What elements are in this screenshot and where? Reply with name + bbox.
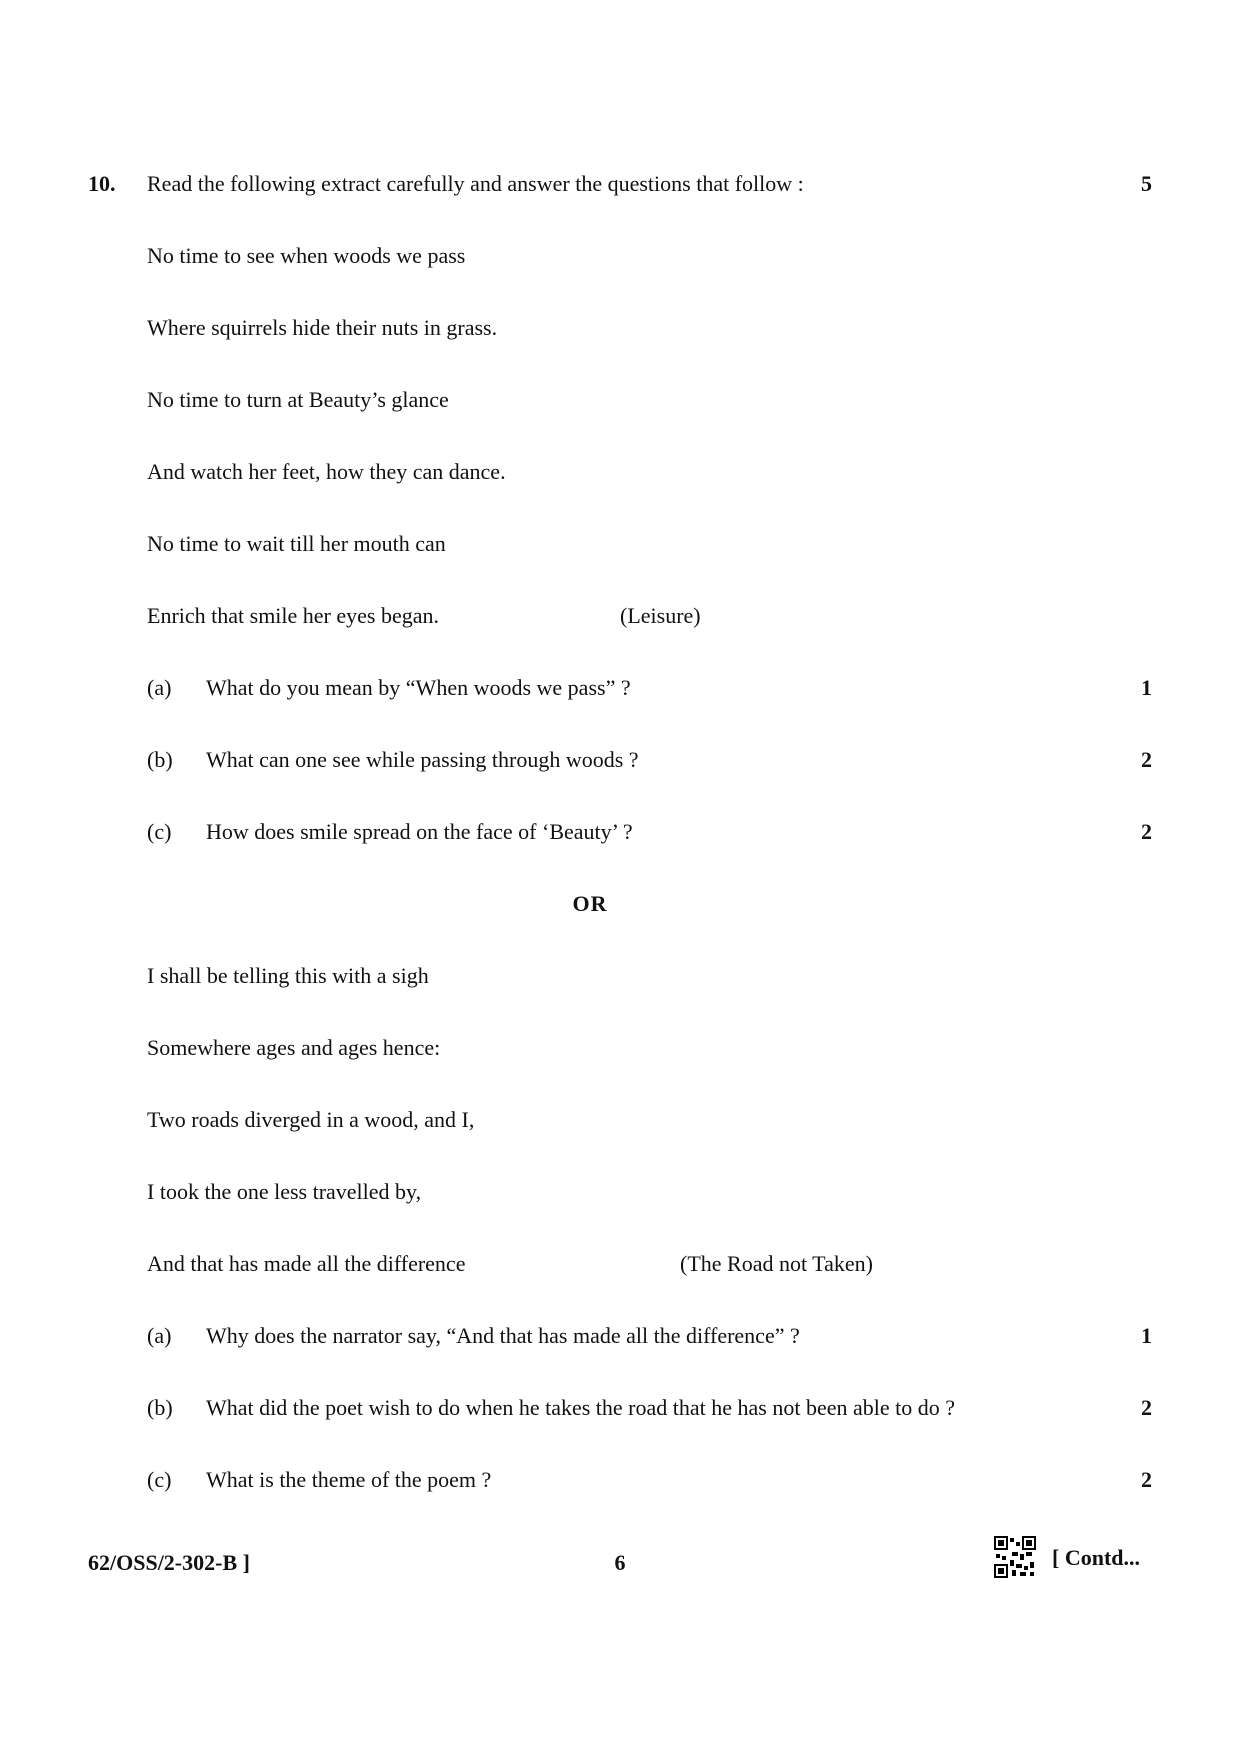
extract-line: Where squirrels hide their nuts in grass. [147,315,498,340]
paper-code: 62/OSS/2-302-B ] [88,1550,250,1575]
subquestion-marks: 2 [1141,747,1152,772]
subquestion-text: What did the poet wish to do when he takes the road that he has not been able to do ? [206,1395,956,1420]
subquestion-text: Why does the narrator say, “And that has made all the difference” ? [206,1323,800,1348]
subquestion-label: (b) [147,1395,173,1420]
extract-line: No time to wait till her mouth can [147,531,446,556]
subquestion-label: (a) [147,675,172,700]
extract-line: And that has made all the difference [147,1251,466,1276]
extract-line: Somewhere ages and ages hence: [147,1035,441,1060]
extract-line: And watch her feet, how they can dance. [147,459,506,484]
continued-label: [ Contd... [1052,1545,1141,1570]
extract-line: No time to turn at Beauty’s glance [147,387,449,412]
extract-line: No time to see when woods we pass [147,243,466,268]
qr-code-icon [994,1536,1036,1578]
extract-line: I took the one less travelled by, [147,1179,422,1204]
subquestion-label: (c) [147,819,172,844]
subquestion-text: How does smile spread on the face of ‘Beauty’ ? [206,819,633,844]
subquestion-marks: 2 [1141,1395,1152,1420]
page-number: 6 [614,1550,626,1575]
subquestion-label: (c) [147,1467,172,1492]
subquestion-marks: 2 [1141,1467,1152,1492]
subquestion-marks: 1 [1141,675,1152,700]
subquestion-marks: 2 [1141,819,1152,844]
subquestion-text: What do you mean by “When woods we pass” ? [206,675,631,700]
question-marks: 5 [1141,171,1152,196]
or-divider: OR [572,891,608,916]
extract-line: I shall be telling this with a sigh [147,963,429,988]
extract-source: (Leisure) [620,603,701,628]
subquestion-marks: 1 [1141,1323,1152,1348]
extract-source: (The Road not Taken) [680,1251,873,1276]
question-instruction: Read the following extract carefully and answer the questions that follow : [147,171,804,196]
subquestion-label: (b) [147,747,173,772]
extract-line: Enrich that smile her eyes began. [147,603,440,628]
subquestion-label: (a) [147,1323,172,1348]
question-number: 10. [88,171,116,196]
subquestion-text: What can one see while passing through woods ? [206,747,639,772]
subquestion-text: What is the theme of the poem ? [206,1467,492,1492]
extract-line: Two roads diverged in a wood, and I, [147,1107,475,1132]
